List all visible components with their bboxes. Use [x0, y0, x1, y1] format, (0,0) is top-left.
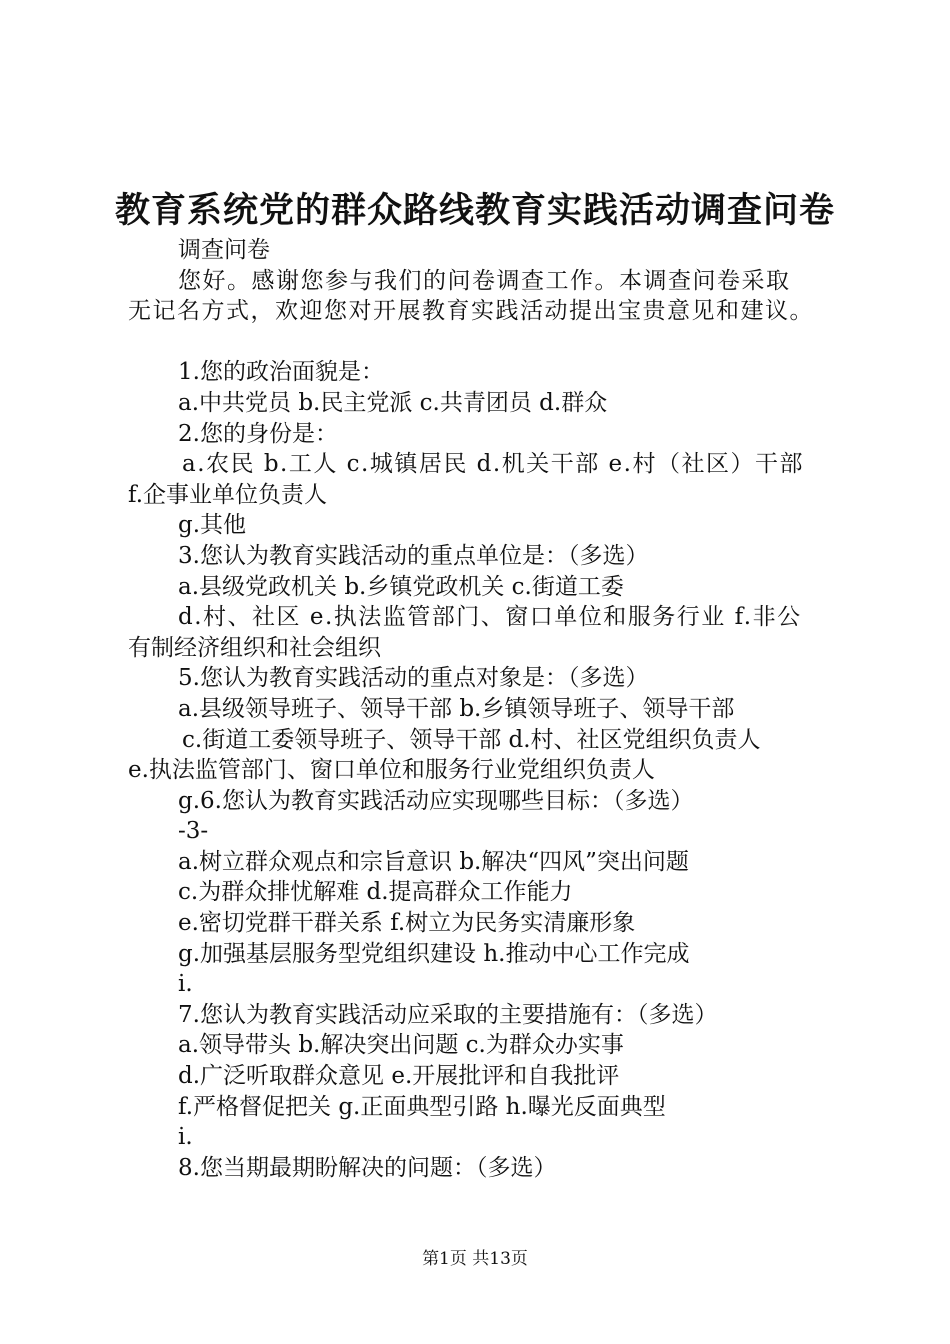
- document-title: 教育系统党的群众路线教育实践活动调查问卷: [114, 191, 835, 231]
- question-line: 1.您的政治面貌是：: [178, 359, 384, 386]
- question-line: 8.您当期最期盼解决的问题：（多选）: [178, 1154, 557, 1181]
- page-footer: 第1页 共13页: [422, 1249, 528, 1269]
- option-line: g.加强基层服务型党组织建设 h.推动中心工作完成: [178, 940, 690, 967]
- paragraph-line: 无记名方式，欢迎您对开展教育实践活动提出宝贵意见和建议。: [128, 298, 814, 325]
- option-line: a.县级领导班子、领导干部 b.乡镇领导班子、领导干部: [178, 695, 735, 722]
- blank-line: [128, 327, 840, 358]
- option-line: g.其他: [178, 512, 247, 539]
- option-line: c.为群众排忧解难 d.提高群众工作能力: [178, 879, 573, 906]
- paragraph-line: 您好。感谢您参与我们的问卷调查工作。本调查问卷采取: [178, 267, 791, 294]
- question-line: 3.您认为教育实践活动的重点单位是：（多选）: [178, 542, 649, 569]
- option-line: c.街道工委领导班子、领导干部 d.村、社区党组织负责人: [182, 726, 761, 753]
- question-line: 5.您认为教育实践活动的重点对象是：（多选）: [178, 665, 649, 692]
- option-line: i.: [178, 1124, 193, 1151]
- paragraph-line: 调查问卷: [178, 237, 270, 263]
- question-line: 2.您的身份是：: [178, 420, 338, 447]
- option-line: d.村、社区 e.执法监管部门、窗口单位和服务行业 f.非公: [178, 604, 802, 631]
- document-body: [128, 235, 840, 1183]
- option-line: a.树立群众观点和宗旨意识 b.解决“四风”突出问题: [178, 848, 689, 875]
- page-marker: -3-: [178, 818, 209, 845]
- option-line: e.密切党群干群关系 f.树立为民务实清廉形象: [178, 910, 636, 937]
- option-line: a.农民 b.工人 c.城镇居民 d.机关干部 e.村（社区）干部: [182, 451, 804, 478]
- option-line: 有制经济组织和社会组织: [128, 634, 381, 661]
- question-line: g.6.您认为教育实践活动应实现哪些目标：（多选）: [178, 787, 694, 814]
- question-line: 7.您认为教育实践活动应采取的主要措施有：（多选）: [178, 1001, 718, 1028]
- option-line: a.县级党政机关 b.乡镇党政机关 c.街道工委: [178, 573, 624, 600]
- option-line: f.企事业单位负责人: [128, 481, 328, 508]
- option-line: d.广泛听取群众意见 e.开展批评和自我批评: [178, 1063, 620, 1090]
- option-line: i.: [178, 971, 193, 998]
- option-line: a.中共党员 b.民主党派 c.共青团员 d.群众: [178, 389, 608, 416]
- option-line: f.严格督促把关 g.正面典型引路 h.曝光反面典型: [178, 1093, 666, 1120]
- option-line: e.执法监管部门、窗口单位和服务行业党组织负责人: [128, 757, 655, 784]
- option-line: a.领导带头 b.解决突出问题 c.为群众办实事: [178, 1032, 624, 1059]
